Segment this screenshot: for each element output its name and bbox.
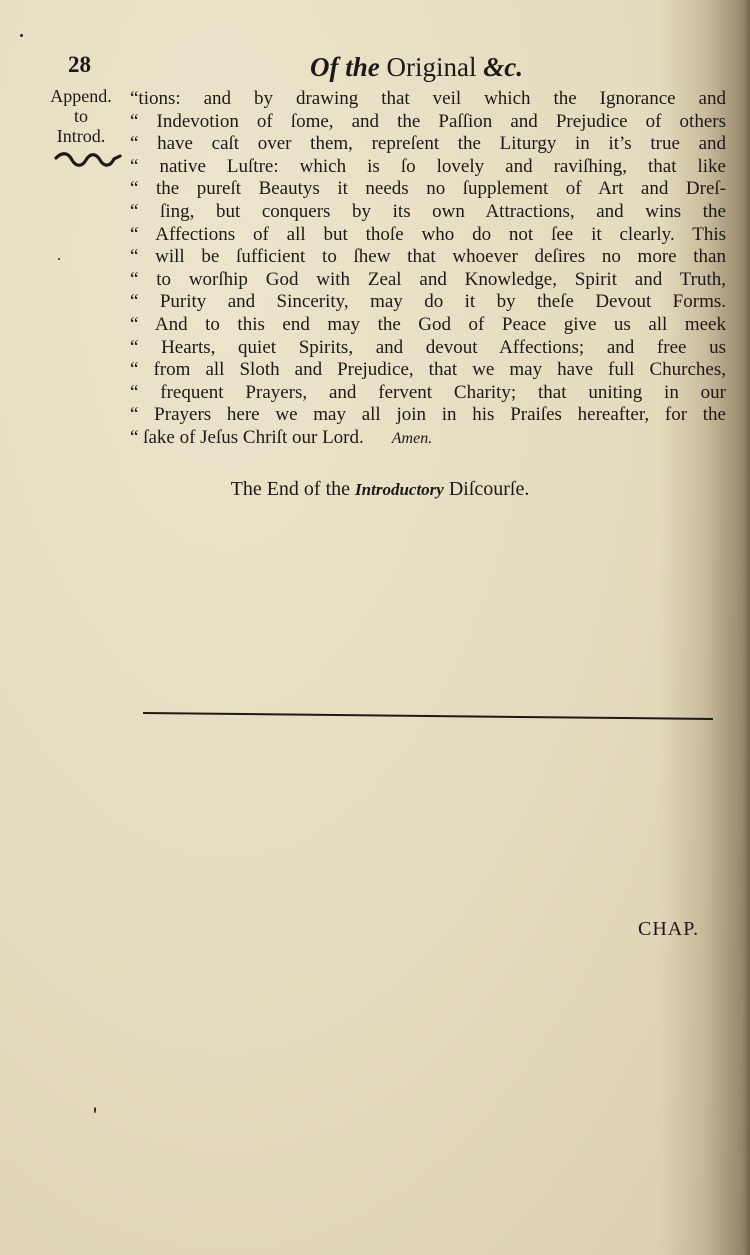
margin-note: [36, 86, 126, 146]
catchword: CHAP.: [638, 918, 700, 940]
text-line-final: “ ſake of Jeſus Chriſt our Lord.: [130, 426, 364, 448]
text-line: “ Prayers here we may all join in his Praiſes hereafter, for the: [130, 404, 726, 426]
text-line: “ from all Sloth and Prejudice, that we may have full Churches,: [130, 359, 726, 381]
horizontal-rule: [143, 712, 713, 720]
margin-note-line: to: [73, 106, 88, 126]
end-of-discourse-line: [0, 478, 750, 501]
text-line: “ have caſt over them, repreſent the Liturgy in it’s true and: [130, 133, 726, 155]
text-line: “ to worſhip God with Zeal and Knowledge, Spirit and Truth,: [130, 268, 726, 290]
text-line: “tions: and by drawing that veil which the Ignorance and: [130, 88, 726, 109]
margin-note-line: Append.: [50, 86, 112, 106]
margin-note-line: Introd.: [56, 126, 106, 146]
quoted-text-block: [130, 88, 726, 450]
text-line: “ frequent Prayers, and fervent Charity; that uniting in our: [130, 381, 726, 403]
text-line: “ native Luſtre: which is ſo lovely and raviſhing, that like: [130, 155, 726, 177]
running-title-suffix: &c.: [483, 52, 523, 82]
text-line: “ Affections of all but thoſe who do not ſee it clearly. This: [130, 223, 726, 245]
text-line: “ Hearts, quiet Spirits, and devout Affections; and free us: [130, 336, 726, 358]
running-title-roman: Original: [386, 52, 477, 82]
ink-speck: [94, 1107, 96, 1113]
end-line-suffix: Diſcourſe.: [448, 478, 530, 500]
ink-speck: [20, 34, 23, 37]
text-line: “ the pureſt Beautys it needs no ſupplement of Art and Dreſ-: [130, 178, 726, 200]
ink-speck: [58, 258, 60, 260]
text-line: “ Indevotion of ſome, and the Paſſion and Prejudice of others: [130, 110, 726, 132]
flourish-ornament-icon: [54, 150, 124, 170]
text-line: “ ſing, but conquers by its own Attractions, and wins the: [130, 200, 726, 222]
text-line: “ And to this end may the God of Peace give us all meek: [130, 313, 726, 335]
text-line: “ Purity and Sincerity, may do it by theſe Devout Forms.: [130, 291, 726, 313]
end-line-prefix: The End of the: [230, 478, 351, 500]
running-title: [310, 52, 523, 83]
end-line-italic: Introductory: [355, 480, 444, 499]
page-number: 28: [68, 52, 91, 77]
page-header: [0, 50, 750, 90]
text-line: “ will be ſufficient to ſhew that whoever deſires no more than: [130, 246, 726, 268]
amen-word: Amen.: [391, 429, 433, 447]
text-line-last: [130, 427, 726, 450]
running-title-italic: Of the: [310, 52, 380, 82]
